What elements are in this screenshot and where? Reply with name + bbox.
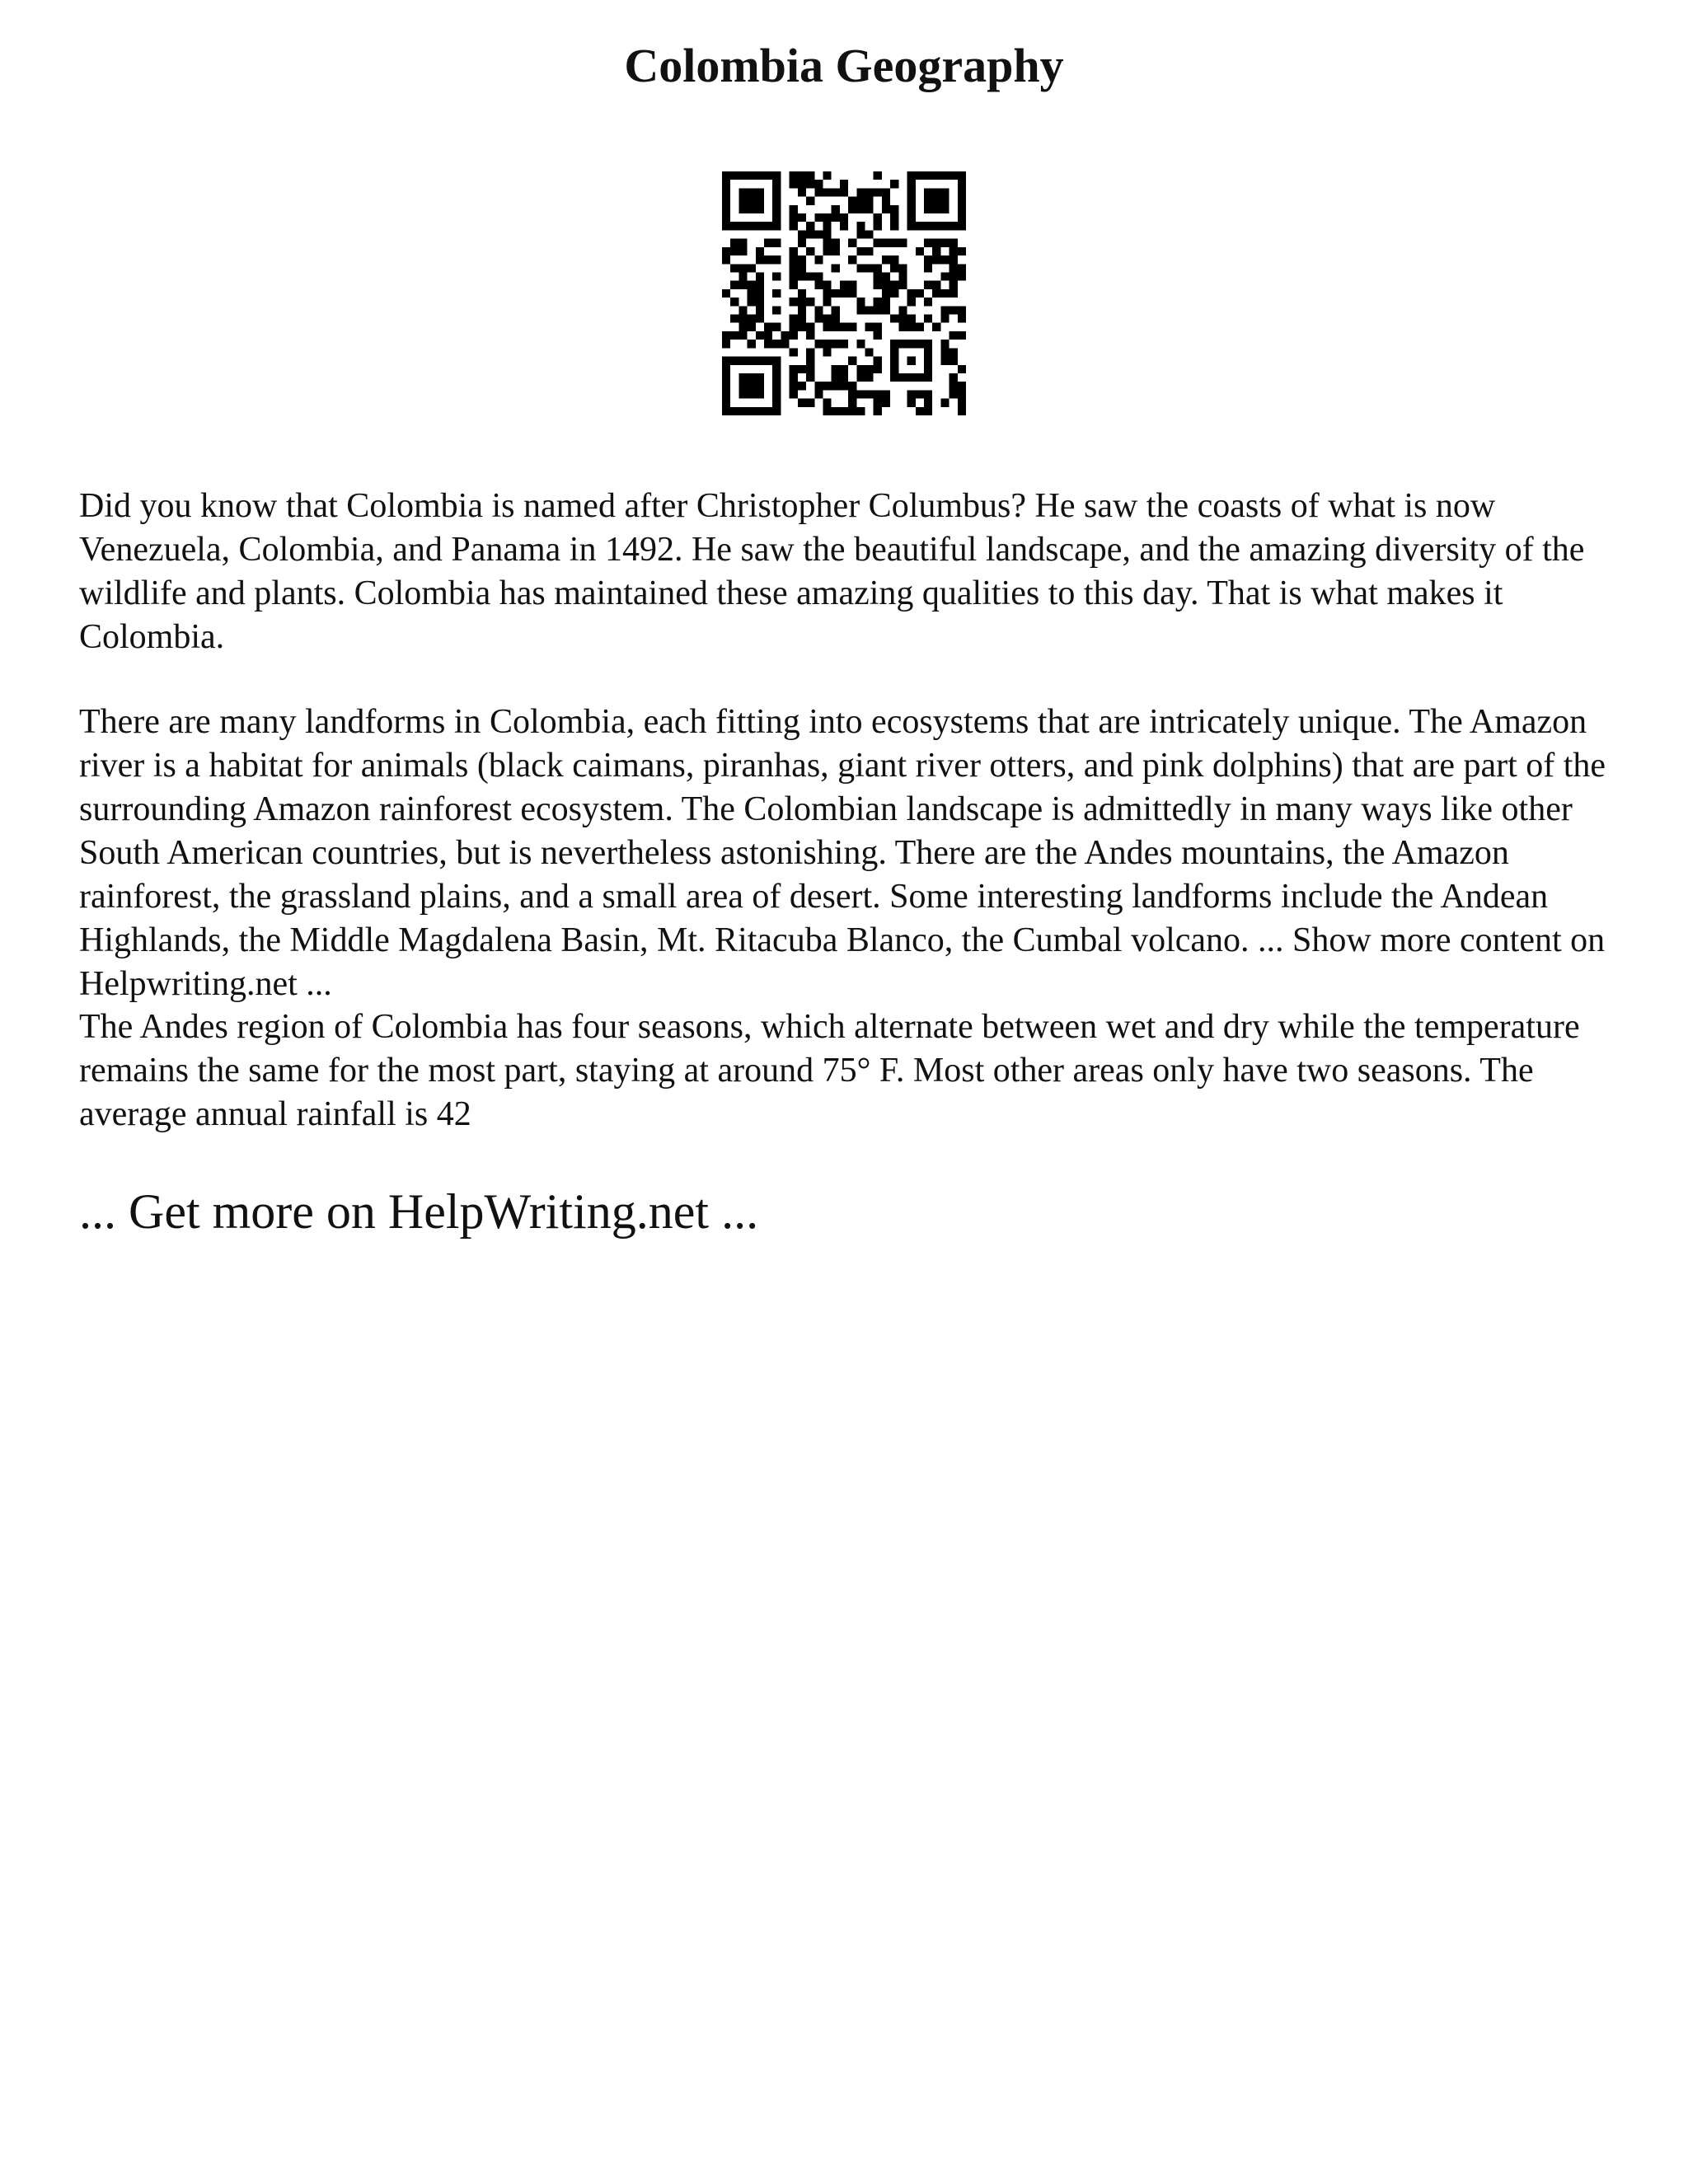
paragraph-seasons: The Andes region of Colombia has four seasons, which alternate between wet and dry while the temperature remains the same for the most part, staying at around 75° F. Most other areas only have two seasons. The average annual rainfall is 42 [79, 1008, 1580, 1133]
paragraph-intro: Did you know that Colombia is named after Christopher Columbus? He saw the coasts of what is now Venezuela, Colombia, and Panama in 1492. He saw the beautiful landscape, and the amazing diversity of the wildlife and plants. Colombia has maintained these amazing qualities to this day. That is what makes it Colombia. [79, 487, 1585, 656]
page-title: Colombia Geography [624, 39, 1064, 92]
get-more-link[interactable]: ... Get more on HelpWriting.net ... [79, 1184, 759, 1239]
qr-code-icon [722, 171, 966, 415]
paragraph-landforms: There are many landforms in Colombia, each fitting into ecosystems that are intricately unique. The Amazon river is a habitat for animals (black caimans, piranhas, giant river otters, and pink dolphins) that are part of the surrounding Amazon rainforest ecosystem. The Colombian landscape is admittedly in many ways like other South American countries, but is nevertheless astonishing. There are the Andes mountains, the Amazon rainforest, the grassland plains, and a small area of desert. Some interesting landforms include the Andean Highlands, the Middle Magdalena Basin, Mt. Ritacuba Blanco, the Cumbal volcano. ... Show more content on Helpwriting.net ... [79, 703, 1606, 1003]
